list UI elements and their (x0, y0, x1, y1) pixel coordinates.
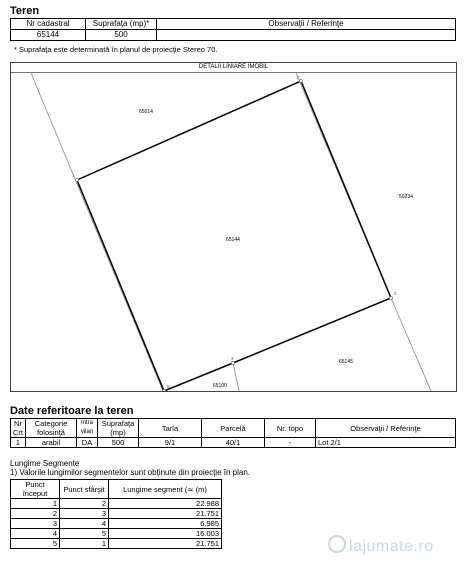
label-east: 50234 (399, 194, 413, 200)
segmente-subtitle: 1) Valorile lungimilor segmentelor sunt obţinute din proiecţie în plan. (10, 468, 250, 477)
cell-nr-cadastral: 65144 (11, 30, 86, 41)
cell-end: 3 (60, 509, 109, 519)
label-parcel: 65144 (226, 237, 240, 243)
header-categorie: Categorie folosinţă (26, 419, 77, 438)
header-observatii: Observaţii / Referinţe (157, 19, 456, 30)
header-lungime: Lungime segment (≃ (m) (109, 480, 222, 499)
boundary-line-west (31, 73, 163, 391)
cell-length: 21.751 (109, 539, 222, 549)
cell-end: 5 (60, 529, 109, 539)
table-header-row (11, 19, 456, 30)
vertex-label-4: 4 (231, 356, 234, 361)
cell-end: 1 (60, 539, 109, 549)
cell-observatii (157, 30, 456, 41)
segmente-table (10, 479, 222, 549)
parcel-polygon (77, 81, 391, 391)
label-southeast: 65145 (339, 359, 353, 365)
table-header-row (11, 419, 456, 438)
header-suprafata: Suprafaţa (mp)* (86, 19, 157, 30)
vertex-marker-5 (162, 389, 165, 391)
cell-length: 22.988 (109, 499, 222, 509)
cell-parcela: 40/1 (202, 438, 265, 448)
header-punct-inceput: Punct început (11, 480, 60, 499)
plan-title: DETALII LINIARE IMOBIL (11, 63, 456, 73)
cell-nr-topo: - (265, 438, 316, 448)
vertex-marker-4 (231, 361, 234, 364)
vertex-label-3: 3 (394, 291, 397, 296)
cell-length: 6.985 (109, 519, 222, 529)
table-header-row (11, 480, 222, 499)
vertex-marker-1 (75, 178, 78, 181)
teren-title: Teren (10, 5, 40, 17)
header-suprafata: Suprafaţa (mp) (98, 419, 139, 438)
header-tarla: Tarla (139, 419, 202, 438)
watermark-icon (328, 535, 346, 553)
cell-start: 3 (11, 519, 60, 529)
table-row (11, 529, 222, 539)
cell-start: 4 (11, 529, 60, 539)
cell-nr-crt: 1 (11, 438, 26, 448)
cell-length: 16.003 (109, 529, 222, 539)
header-nr-crt: Nr Crt (11, 419, 26, 438)
header-nr-topo: Nr. topo (265, 419, 316, 438)
segmente-title: Lungime Segmente (10, 459, 80, 468)
label-north: 65014 (139, 109, 153, 115)
teren-note: * Suprafaţa este determinată în planul de proiecţie Stereo 70. (14, 45, 218, 54)
header-intravilan: Intra vilan (77, 419, 98, 438)
table-row (11, 509, 222, 519)
vertex-label-2: 2 (297, 75, 300, 80)
cell-start: 2 (11, 509, 60, 519)
cell-start: 1 (11, 499, 60, 509)
boundary-line-south (233, 363, 239, 391)
plan-box (10, 62, 457, 392)
vertex-label-1: 1 (72, 173, 75, 178)
vertex-marker-2 (299, 79, 302, 82)
cell-end: 4 (60, 519, 109, 529)
vertex-label-5: 5 (167, 384, 170, 389)
header-observatii: Observaţii / Referinţe (316, 419, 456, 438)
cell-intravilan: DA (77, 438, 98, 448)
table-row (11, 519, 222, 529)
cell-suprafata: 500 (86, 30, 157, 41)
vertex-marker-3 (389, 296, 392, 299)
cell-observatii: Lot 2/1 (316, 438, 456, 448)
header-nr-cadastral: Nr cadastral (11, 19, 86, 30)
cell-suprafata: 500 (98, 438, 139, 448)
table-row (11, 539, 222, 549)
plan-drawing (11, 73, 456, 391)
cell-categorie: arabil (26, 438, 77, 448)
header-parcela: Parcelă (202, 419, 265, 438)
cell-length: 21.751 (109, 509, 222, 519)
cell-end: 2 (60, 499, 109, 509)
table-row (11, 30, 456, 41)
table-row (11, 438, 456, 448)
teren-table (10, 18, 456, 41)
cell-start: 5 (11, 539, 60, 549)
cell-tarla: 9/1 (139, 438, 202, 448)
watermark-text: lajumate.ro (349, 538, 434, 555)
table-row (11, 499, 222, 509)
watermark-logo (328, 535, 434, 556)
label-south: 65100 (213, 383, 227, 389)
boundary-line-southeast (391, 298, 431, 391)
date-ref-title: Date referitoare la teren (10, 405, 134, 417)
header-punct-sfarsit: Punct sfârşit (60, 480, 109, 499)
date-ref-table (10, 418, 456, 448)
